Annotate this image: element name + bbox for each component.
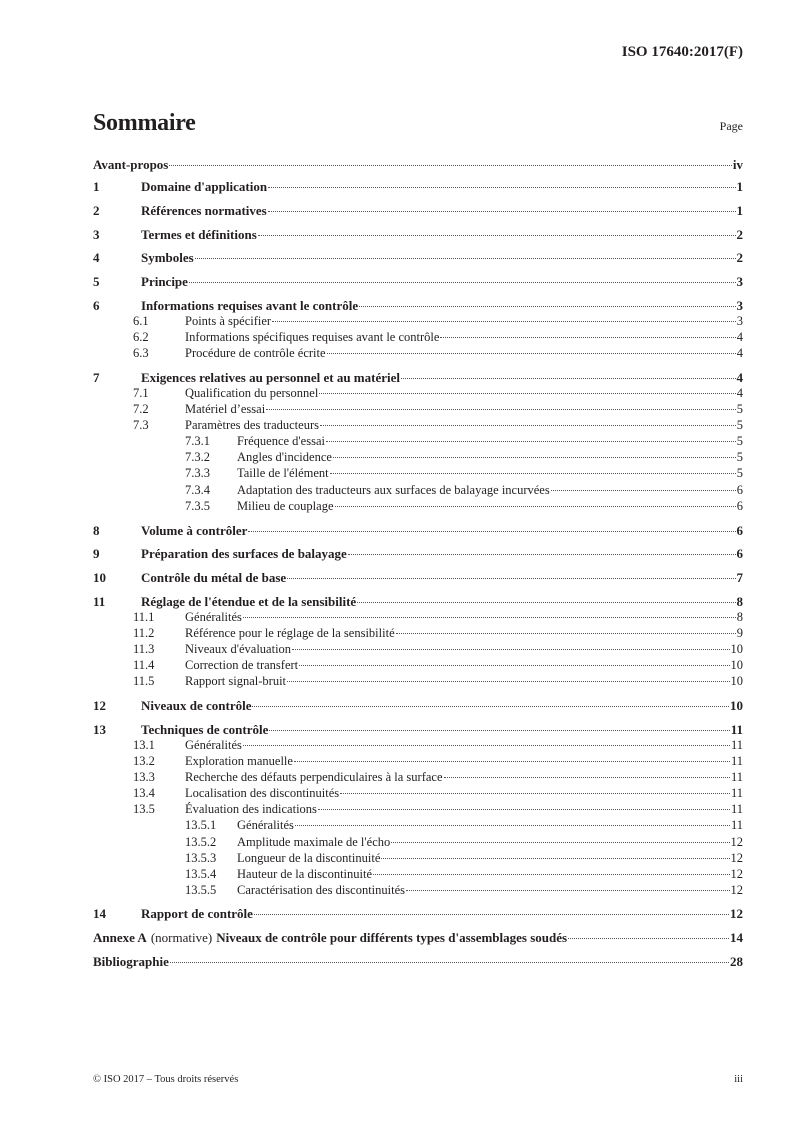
toc-entry-number: 13.5: [133, 802, 155, 816]
toc-entry[interactable]: [93, 370, 743, 386]
dot-leader: [357, 601, 735, 603]
dot-leader: [396, 632, 736, 634]
dot-leader: [272, 320, 736, 322]
toc-entry[interactable]: [133, 786, 743, 801]
toc-entry-number: 7.1: [133, 386, 149, 400]
dot-leader: [348, 553, 736, 555]
toc-entry-page: 3: [736, 274, 743, 289]
toc-entry-number: 6.3: [133, 346, 149, 360]
toc-entry-page: 3: [736, 314, 743, 328]
toc-entry-number: 11: [93, 594, 106, 609]
toc-entry-page: 14: [730, 930, 743, 945]
dot-leader: [335, 505, 736, 507]
toc-entry-number: 13.5.3: [185, 851, 217, 865]
toc-entry-page: 4: [736, 346, 743, 360]
toc-entry-title: Principe: [141, 274, 188, 289]
footer-page-number: iii: [734, 1074, 743, 1085]
toc-entry-page: 5: [736, 466, 743, 480]
toc-entry-page: 10: [730, 642, 743, 656]
toc-entry-page: 9: [736, 626, 743, 640]
dot-leader: [320, 424, 736, 426]
toc-entry-title: Matériel d’essai: [185, 402, 266, 416]
toc-entry-number: 7.3: [133, 418, 149, 432]
toc-entry-title: Exigences relatives au personnel et au matériel: [141, 370, 400, 385]
toc-entry[interactable]: [185, 818, 743, 833]
toc-entry-number: 9: [93, 546, 100, 561]
toc-entry-number: 13.3: [133, 770, 155, 784]
toc-entry[interactable]: [185, 851, 743, 866]
toc-entry[interactable]: [93, 157, 743, 173]
toc-entry-page: 3: [736, 298, 743, 313]
dot-leader: [287, 577, 735, 579]
toc-entry-number: 11.1: [133, 610, 155, 624]
toc-entry-title: Adaptation des traducteurs aux surfaces de balayage incurvées: [237, 483, 550, 497]
toc-entry-number: 11.2: [133, 626, 155, 640]
toc-entry-number: 10: [93, 570, 106, 585]
toc-entry-number: 13.5.2: [185, 835, 217, 849]
toc-entry[interactable]: [93, 274, 743, 290]
dot-leader: [292, 648, 729, 650]
toc-entry[interactable]: [93, 298, 743, 314]
toc-entry-bibliography[interactable]: [93, 954, 743, 970]
toc-entry-title: Qualification du personnel: [185, 386, 319, 400]
toc-entry[interactable]: [93, 523, 743, 539]
footer-copyright: © ISO 2017 – Tous droits réservés: [93, 1074, 239, 1085]
toc-entry-page: 1: [736, 179, 743, 194]
toc-entry-title: Volume à contrôler: [141, 523, 248, 538]
toc-entry-page: 6: [736, 499, 743, 513]
toc-entry-title: Bibliographie: [93, 954, 169, 969]
annex-label: Annexe A: [93, 930, 147, 945]
toc-entry-page: 11: [730, 818, 743, 832]
toc-entry-page: 5: [736, 418, 743, 432]
toc-entry-title: Techniques de contrôle: [141, 722, 269, 737]
toc-entry[interactable]: [185, 867, 743, 882]
dot-leader: [248, 530, 735, 532]
toc-entry-number: 5: [93, 274, 100, 289]
toc-entry-number: 4: [93, 250, 100, 265]
toc-entry-number: 13.5.5: [185, 883, 217, 897]
toc-entry-number: 11.3: [133, 642, 155, 656]
toc-entry-title: Procédure de contrôle écrite: [185, 346, 326, 360]
toc-entry-annex-a[interactable]: [93, 930, 743, 946]
toc-entry[interactable]: [93, 594, 743, 610]
toc-entry-title: Hauteur de la discontinuité: [237, 867, 373, 881]
toc-entry-number: 13.2: [133, 754, 155, 768]
toc-entry[interactable]: [185, 835, 743, 850]
toc-entry-page: iv: [732, 157, 743, 172]
toc-entry[interactable]: [133, 626, 743, 641]
toc-entry-page: 5: [736, 450, 743, 464]
toc-entry-number: 7.2: [133, 402, 149, 416]
toc-entry-page: 11: [730, 786, 743, 800]
toc-entry-number: 7: [93, 370, 100, 385]
toc-entry-page: 2: [736, 250, 743, 265]
toc-entry[interactable]: [133, 642, 743, 657]
toc-entry-page: 5: [736, 434, 743, 448]
dot-leader: [189, 281, 736, 283]
dot-leader: [243, 616, 736, 618]
dot-leader: [268, 210, 736, 212]
toc-entry-number: 6.2: [133, 330, 149, 344]
toc-entry-number: 13.1: [133, 738, 155, 752]
toc-entry-page: 5: [736, 402, 743, 416]
toc-entry-title: Correction de transfert: [185, 658, 299, 672]
toc-entry-number: 7.3.1: [185, 434, 210, 448]
dot-leader: [266, 408, 736, 410]
toc-entry-page: 12: [730, 883, 743, 897]
toc-entry[interactable]: [185, 483, 743, 498]
toc-entry[interactable]: [93, 722, 743, 738]
toc-entry-number: 13.5.1: [185, 818, 217, 832]
toc-entry-number: 6: [93, 298, 100, 313]
dot-leader: [326, 440, 736, 442]
toc-entry-title: Taille de l'élément: [237, 466, 329, 480]
dot-leader: [359, 305, 735, 307]
toc-entry[interactable]: [185, 883, 743, 898]
toc-entry-title: Milieu de couplage: [237, 499, 334, 513]
toc-entry-title: Avant-propos: [93, 157, 169, 172]
page-title: Sommaire: [93, 110, 196, 136]
dot-leader: [243, 744, 730, 746]
toc-entry[interactable]: [133, 754, 743, 769]
dot-leader: [269, 729, 729, 731]
toc-entry-title: Rapport signal-bruit: [185, 674, 287, 688]
toc-entry-number: 7.3.5: [185, 499, 210, 513]
dot-leader: [406, 889, 729, 891]
toc-entry-title: Termes et définitions: [141, 227, 257, 242]
toc-entry-number: 8: [93, 523, 100, 538]
dot-leader: [319, 392, 735, 394]
toc-entry-number: 13.4: [133, 786, 155, 800]
toc-entry[interactable]: [185, 466, 743, 481]
toc-entry-page: 2: [736, 227, 743, 242]
dot-leader: [169, 164, 732, 166]
toc-entry-title: Domaine d'application: [141, 179, 268, 194]
toc-entry-title: Localisation des discontinuités: [185, 786, 340, 800]
toc-entry-page: 12: [730, 851, 743, 865]
toc-entry-page: 10: [730, 698, 743, 713]
toc-entry-title: Références normatives: [141, 203, 267, 218]
toc-entry-title: Fréquence d'essai: [237, 434, 325, 448]
toc-entry[interactable]: [185, 434, 743, 449]
toc-entry-page: 6: [736, 483, 743, 497]
dot-leader: [299, 664, 729, 666]
dot-leader: [401, 377, 736, 379]
page-column-label: Page: [719, 119, 743, 133]
dot-leader: [318, 808, 730, 810]
dot-leader: [252, 705, 729, 707]
toc-entry-page: 4: [736, 330, 743, 344]
toc-entry-page: 6: [736, 546, 743, 561]
dot-leader: [287, 680, 729, 682]
toc-entry[interactable]: [133, 330, 743, 345]
dot-leader: [258, 234, 736, 236]
toc-entry-page: 8: [736, 610, 743, 624]
dot-leader: [551, 489, 736, 491]
dot-leader: [444, 776, 730, 778]
toc-entry[interactable]: [133, 418, 743, 433]
toc-entry-title: Caractérisation des discontinuités: [237, 883, 406, 897]
toc-entry-title: Contrôle du métal de base: [141, 570, 287, 585]
toc-entry-title: Symboles: [141, 250, 194, 265]
dot-leader: [373, 873, 729, 875]
toc-entry-page: 12: [730, 867, 743, 881]
toc-entry[interactable]: [133, 386, 743, 401]
toc-entry-title: Paramètres des traducteurs: [185, 418, 319, 432]
toc-entry-page: 12: [730, 835, 743, 849]
toc-entry[interactable]: [133, 738, 743, 753]
toc-entry-number: 1: [93, 179, 100, 194]
toc-entry[interactable]: [133, 402, 743, 417]
toc-entry-title: Rapport de contrôle: [141, 906, 253, 921]
toc-entry-page: 4: [736, 370, 743, 385]
toc-entry[interactable]: [133, 674, 743, 689]
toc-entry[interactable]: [93, 203, 743, 219]
toc-entry[interactable]: [93, 227, 743, 243]
dot-leader: [381, 857, 729, 859]
dot-leader: [294, 760, 730, 762]
dot-leader: [568, 937, 729, 939]
toc-entry-page: 11: [730, 722, 743, 737]
toc-entry-number: 11.5: [133, 674, 155, 688]
toc-entry-title: Généralités: [237, 818, 294, 832]
toc-entry-title: Angles d'incidence: [237, 450, 332, 464]
toc-entry[interactable]: [93, 250, 743, 266]
toc-entry-title: Exploration manuelle: [185, 754, 293, 768]
toc-entry[interactable]: [93, 179, 743, 195]
toc-entry-number: 7.3.4: [185, 483, 210, 497]
document-id: ISO 17640:2017(F): [621, 44, 743, 60]
toc-entry[interactable]: [133, 770, 743, 785]
toc-entry-page: 8: [736, 594, 743, 609]
toc-entry-title: Niveaux d'évaluation: [185, 642, 292, 656]
dot-leader: [330, 472, 736, 474]
dot-leader: [327, 352, 736, 354]
annex-title: Niveaux de contrôle pour différents types d'assemblages soudés: [216, 930, 568, 945]
toc-entry[interactable]: [93, 698, 743, 714]
toc-entry-page: 6: [736, 523, 743, 538]
toc-entry-page: 11: [730, 754, 743, 768]
dot-leader: [268, 186, 735, 188]
toc-entry[interactable]: [185, 499, 743, 514]
toc-entry-page: 28: [730, 954, 743, 969]
toc-entry[interactable]: [133, 314, 743, 329]
toc-entry[interactable]: [93, 906, 743, 922]
toc-entry-title: Niveaux de contrôle: [141, 698, 252, 713]
toc-entry-page: 11: [730, 738, 743, 752]
toc-entry-title: Évaluation des indications: [185, 802, 317, 816]
toc-entry[interactable]: [93, 570, 743, 586]
toc-entry-title: Généralités: [185, 610, 242, 624]
toc-entry[interactable]: [133, 346, 743, 361]
toc-entry-title: Référence pour le réglage de la sensibilité: [185, 626, 395, 640]
toc-entry-number: 2: [93, 203, 100, 218]
toc-entry-title: Préparation des surfaces de balayage: [141, 546, 347, 561]
dot-leader: [254, 913, 729, 915]
toc-entry-number: 13: [93, 722, 106, 737]
toc-entry-number: 6.1: [133, 314, 149, 328]
toc-entry-page: 7: [736, 570, 743, 585]
toc-entry-page: 11: [730, 802, 743, 816]
toc-entry-page: 4: [736, 386, 743, 400]
toc-entry-title: Amplitude maximale de l'écho: [237, 835, 391, 849]
dot-leader: [295, 824, 730, 826]
toc-entry-number: 7.3.3: [185, 466, 210, 480]
toc-entry-page: 12: [730, 906, 743, 921]
toc-entry[interactable]: [133, 610, 743, 625]
toc-entry[interactable]: [185, 450, 743, 465]
toc-entry[interactable]: [133, 802, 743, 817]
toc-entry-title: Recherche des défauts perpendiculaires à la surface: [185, 770, 443, 784]
dot-leader: [340, 792, 730, 794]
toc-entry-number: 13.5.4: [185, 867, 217, 881]
toc-entry-page: 11: [730, 770, 743, 784]
toc-entry-title: Informations spécifiques requises avant le contrôle: [185, 330, 440, 344]
dot-leader: [333, 456, 736, 458]
toc-entry-number: 3: [93, 227, 100, 242]
dot-leader: [391, 841, 729, 843]
toc-entry-title: Longueur de la discontinuité: [237, 851, 381, 865]
toc-entry-page: 1: [736, 203, 743, 218]
annex-type: (normative): [150, 930, 213, 945]
toc-entry-page: 10: [730, 674, 743, 688]
toc-entry-title: Réglage de l'étendue et de la sensibilité: [141, 594, 357, 609]
toc-entry-title: Généralités: [185, 738, 242, 752]
toc-entry-number: 7.3.2: [185, 450, 210, 464]
toc-entry-number: 14: [93, 906, 106, 921]
toc-entry-title: Informations requises avant le contrôle: [141, 298, 359, 313]
toc-entry-title: Points à spécifier: [185, 314, 272, 328]
dot-leader: [195, 257, 736, 259]
toc-entry[interactable]: [93, 546, 743, 562]
dot-leader: [440, 336, 735, 338]
toc-entry-number: 12: [93, 698, 106, 713]
dot-leader: [170, 961, 729, 963]
toc-entry-number: 11.4: [133, 658, 155, 672]
toc-entry-page: 10: [730, 658, 743, 672]
toc-entry[interactable]: [133, 658, 743, 673]
